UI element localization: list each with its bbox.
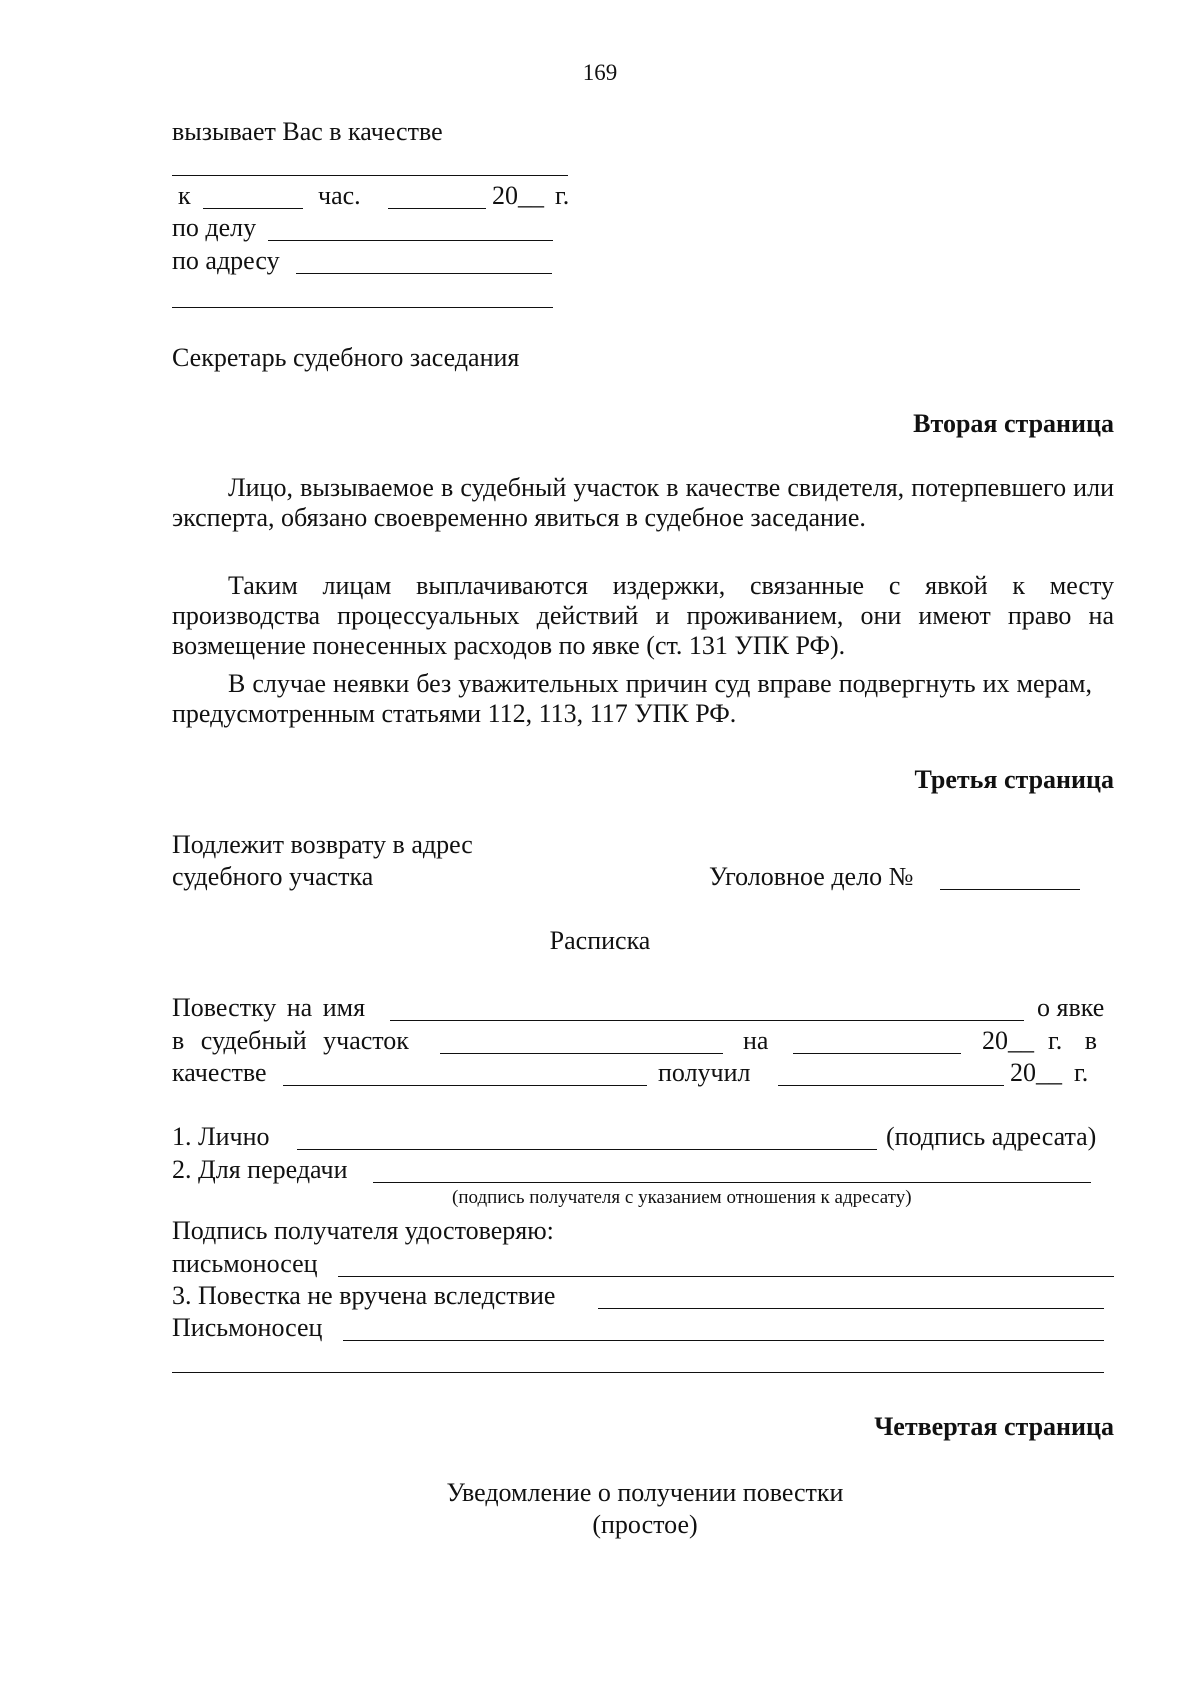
paragraph-2: Таким лицам выплачиваются издержки, связанные с явкой к месту производства процессуальных действий и проживанием, они имеют право на возмещение понесенных расходов по явке (ст. 131 УПК РФ). bbox=[172, 571, 1114, 660]
year-in-label: г. в bbox=[1048, 1026, 1098, 1055]
not-delivered-label: 3. Повестка не вручена вследствие bbox=[172, 1281, 556, 1310]
time-blank bbox=[203, 208, 303, 209]
paragraph-1: Лицо, вызываемое в судебный участок в качестве свидетеля, потерпевшего или эксперта, обязано своевременно явиться в судебное заседание. bbox=[172, 473, 1114, 532]
second-page-heading: Вторая страница bbox=[913, 409, 1114, 438]
about-appearance-label: о явке bbox=[1037, 993, 1105, 1022]
year-suffix: г. bbox=[555, 181, 570, 210]
year-label-2: 20__ bbox=[982, 1026, 1034, 1055]
criminal-case-label: Уголовное дело № bbox=[709, 862, 914, 891]
year-label: 20__ bbox=[492, 181, 544, 210]
received-label: получил bbox=[658, 1058, 751, 1087]
summons-name-label: Повестку на имя bbox=[172, 993, 366, 1022]
postman-upper-blank bbox=[343, 1340, 1104, 1341]
hour-label: час. bbox=[318, 181, 361, 210]
address-blank-2 bbox=[172, 307, 553, 308]
addressee-signature-note: (подпись адресата) bbox=[886, 1122, 1097, 1151]
received-blank bbox=[778, 1085, 1004, 1086]
third-page-heading: Третья страница bbox=[914, 765, 1114, 794]
postman-blank bbox=[338, 1276, 1114, 1277]
for-transfer-label: 2. Для передачи bbox=[172, 1155, 348, 1184]
notice-title: Уведомление о получении повестки bbox=[446, 1478, 844, 1507]
postman-label-lower: письмоносец bbox=[172, 1249, 318, 1278]
paragraph-3: В случае неявки без уважительных причин суд вправе подвергнуть их мерам, предусмотренным статьями 112, 113, 117 УПК РФ. bbox=[172, 669, 1092, 728]
case-label: по делу bbox=[172, 213, 257, 242]
as-label: качестве bbox=[172, 1058, 267, 1087]
on-label: на bbox=[743, 1026, 769, 1055]
case-blank bbox=[268, 240, 553, 241]
court-blank bbox=[440, 1053, 723, 1054]
bottom-rule bbox=[172, 1372, 1104, 1373]
personally-label: 1. Лично bbox=[172, 1122, 270, 1151]
to-label: к bbox=[178, 181, 191, 210]
secretary-label: Секретарь судебного заседания bbox=[172, 343, 520, 372]
address-blank bbox=[296, 273, 552, 274]
recipient-note: (подпись получателя с указанием отношения к адресату) bbox=[452, 1187, 912, 1208]
notice-subtitle: (простое) bbox=[592, 1510, 698, 1539]
name-blank bbox=[390, 1020, 1024, 1021]
return-line-1: Подлежит возврату в адрес bbox=[172, 830, 473, 859]
page-number: 169 bbox=[582, 60, 618, 85]
not-delivered-blank bbox=[598, 1308, 1104, 1309]
case-number-blank bbox=[940, 889, 1080, 890]
to-court-label: в судебный участок bbox=[172, 1026, 409, 1055]
personally-blank bbox=[297, 1149, 877, 1150]
role-blank bbox=[172, 175, 568, 176]
as-blank bbox=[283, 1085, 647, 1086]
year-label-3: 20__ bbox=[1010, 1058, 1062, 1087]
postman-label-upper: Письмоносец bbox=[172, 1313, 323, 1342]
date-blank bbox=[388, 208, 486, 209]
receipt-title: Расписка bbox=[549, 926, 651, 955]
certify-label: Подпись получателя удостоверяю: bbox=[172, 1216, 554, 1245]
date-on-blank bbox=[793, 1053, 961, 1054]
fourth-page-heading: Четвертая страница bbox=[874, 1412, 1114, 1441]
transfer-blank bbox=[373, 1182, 1091, 1183]
address-label: по адресу bbox=[172, 246, 280, 275]
year-end-label: г. bbox=[1074, 1058, 1089, 1087]
calls-as-label: вызывает Вас в качестве bbox=[172, 117, 443, 146]
return-line-2: судебного участка bbox=[172, 862, 374, 891]
